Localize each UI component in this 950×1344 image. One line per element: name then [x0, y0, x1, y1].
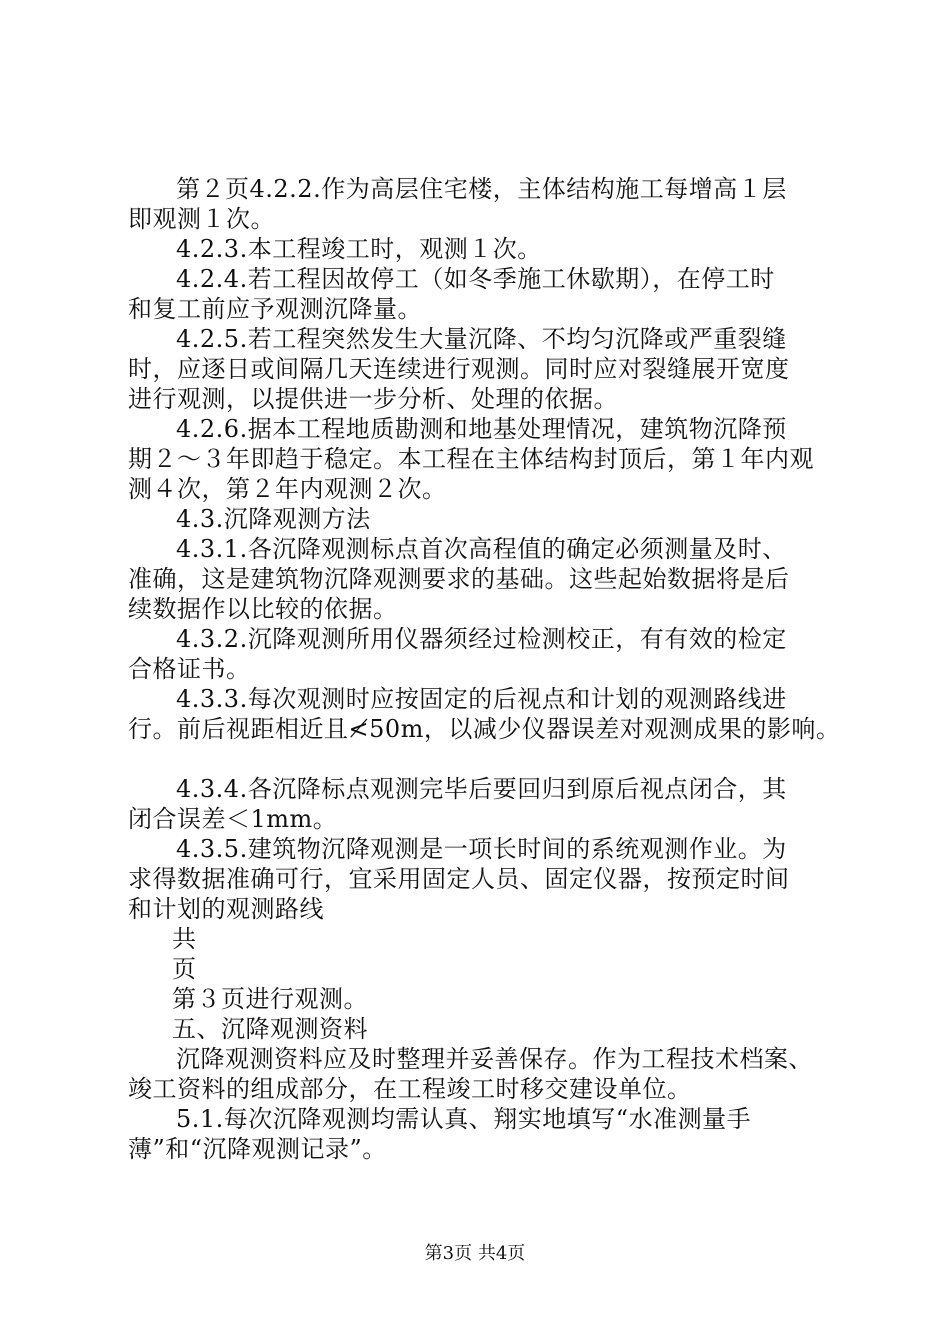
paragraph-line: 求得数据准确可行，宜采用固定人员、固定仪器，按预定时间 [128, 865, 790, 893]
paragraph-line: 和复工前应予观测沉降量。 [128, 295, 422, 323]
paragraph-line: 期２～３年即趋于稳定。本工程在主体结构封顶后，第１年内观 [128, 445, 814, 473]
paragraph-line: 进行观测，以提供进一步分析、处理的依据。 [128, 385, 618, 413]
paragraph-line: 4.3.2.沉降观测所用仪器须经过检测校正，有有效的检定 [176, 625, 787, 653]
blank-line [128, 744, 828, 774]
paragraph-line: 4.3.1.各沉降观测标点首次高程值的确定必须测量及时、 [176, 535, 787, 563]
paragraph-line: 4.2.4.若工程因故停工（如冬季施工休歇期），在停工时 [176, 265, 775, 293]
paragraph-line: 5.1.每次沉降观测均需认真、翔实地填写“水准测量手 [176, 1105, 752, 1133]
paragraph-line: 测４次，第２年内观测２次。 [128, 475, 447, 503]
paragraph-line: 和计划的观测路线 [128, 895, 324, 923]
paragraph-line: 行。前后视距相近且≮50m，以减少仪器误差对观测成果的影响。 [128, 715, 841, 743]
paragraph-line: 4.2.5.若工程突然发生大量沉降、不均匀沉降或严重裂缝 [176, 325, 787, 353]
paragraph-line: 沉降观测资料应及时整理并妥善保存。作为工程技术档案、 [176, 1045, 813, 1073]
paragraph-line: 薄”和“沉降观测记录”。 [128, 1135, 387, 1163]
section-heading: 五、沉降观测资料 [172, 1015, 368, 1043]
paragraph-line: 竣工资料的组成部分，在工程竣工时移交建设单位。 [128, 1075, 692, 1103]
paragraph-line: 第３页进行观测。 [172, 985, 368, 1013]
paragraph-line: 闭合误差＜1mm。 [128, 805, 338, 833]
paragraph-line: 4.3.4.各沉降标点观测完毕后要回归到原后视点闭合，其 [176, 775, 787, 803]
paragraph-line: 续数据作以比较的依据。 [128, 595, 398, 623]
paragraph-line: 4.2.6.据本工程地质勘测和地基处理情况，建筑物沉降预 [176, 415, 787, 443]
paragraph-line: 第２页4.2.2.作为高层住宅楼，主体结构施工每增高１层 [176, 175, 787, 203]
paragraph-line: 准确，这是建筑物沉降观测要求的基础。这些起始数据将是后 [128, 565, 790, 593]
section-heading: 4.3.沉降观测方法 [176, 505, 371, 533]
paragraph-line: 4.3.3.每次观测时应按固定的后视点和计划的观测路线进 [176, 685, 787, 713]
paragraph-line: 4.2.3.本工程竣工时，观测１次。 [176, 235, 542, 263]
paragraph-line: 共 [172, 925, 197, 953]
paragraph-line: 4.3.5.建筑物沉降观测是一项长时间的系统观测作业。为 [176, 835, 787, 863]
paragraph-line: 合格证书。 [128, 655, 251, 683]
paragraph-line: 时，应逐日或间隔几天连续进行观测。同时应对裂缝展开宽度 [128, 355, 790, 383]
page-footer: 第3页 共4页 [424, 1243, 526, 1264]
paragraph-line: 即观测１次。 [128, 205, 275, 233]
document-body [128, 174, 841, 1164]
paragraph-line: 页 [172, 955, 197, 983]
